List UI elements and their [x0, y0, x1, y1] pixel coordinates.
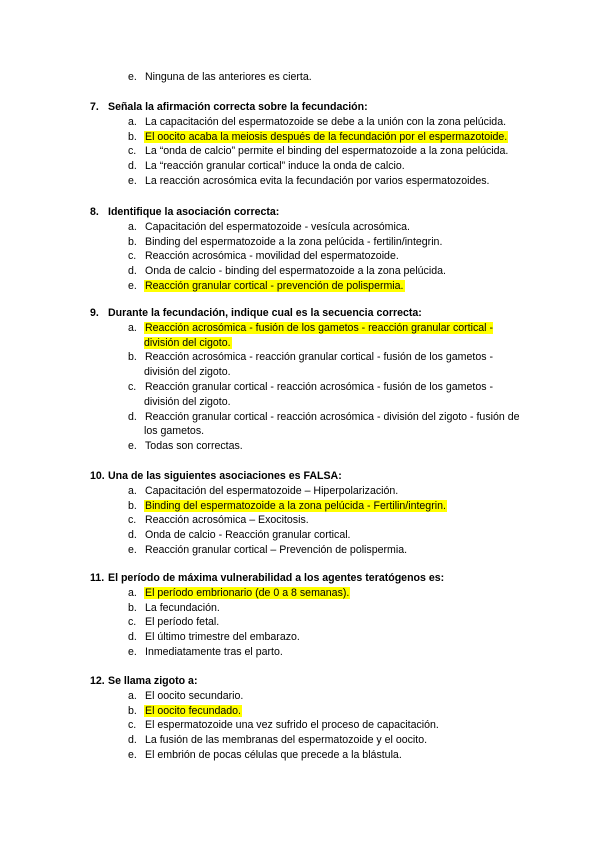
option-letter: d. [128, 160, 137, 173]
option-text: Reacción acrosómica - reacción granular cortical - fusión de los gametos - división del zigoto. [144, 351, 493, 379]
question-text: El período de máxima vulnerabilidad a los agentes teratógenos es: [108, 572, 445, 584]
question-text: Identifique la asociación correcta: [108, 206, 280, 218]
option-letter: e. [128, 645, 137, 658]
answer-option [90, 630, 520, 645]
option-text: Onda de calcio - Reacción granular cortical. [145, 529, 351, 542]
option-letter: e. [128, 543, 137, 556]
answer-option [90, 174, 520, 189]
question-block [90, 306, 520, 454]
question-number: 8. [90, 206, 99, 218]
answer-option [90, 249, 520, 264]
option-letter: b. [128, 235, 137, 248]
option-letter: b. [128, 499, 137, 512]
option-text: El embrión de pocas células que precede a la blástula. [145, 748, 402, 761]
option-text: Reacción acrosómica – Exocitosis. [145, 514, 309, 527]
answer-option-highlighted [90, 499, 520, 514]
question-block [90, 205, 520, 294]
option-letter: b. [128, 704, 137, 717]
option-text: Reacción granular cortical - prevención de polispermia. [145, 279, 404, 292]
option-text: Reacción granular cortical – Prevención de polispermia. [145, 543, 408, 556]
option-letter: d. [128, 265, 137, 278]
answer-option [90, 115, 520, 130]
answer-option [90, 543, 520, 558]
answer-option [90, 264, 520, 279]
question-title [90, 306, 520, 321]
question-block [90, 70, 520, 85]
answer-option [90, 220, 520, 235]
question-text: Una de las siguientes asociaciones es FALSA: [108, 470, 342, 482]
question-number: 10. [90, 470, 105, 482]
answer-option-highlighted [90, 586, 520, 601]
answer-option [90, 513, 520, 528]
option-text: Reacción granular cortical - reacción acrosómica - división del zigoto - fusión de los gametos. [144, 410, 520, 438]
option-letter: a. [128, 115, 137, 128]
option-text: Binding del espermatozoide a la zona pelúcida - Fertilin/integrin. [145, 499, 446, 512]
question-block [90, 571, 520, 660]
answer-option-highlighted [90, 321, 520, 351]
option-letter: a. [128, 689, 137, 702]
option-letter: b. [128, 601, 137, 614]
options-list [90, 321, 520, 454]
question-title [90, 100, 520, 115]
option-text: Todas son correctas. [145, 440, 243, 453]
answer-option [90, 645, 520, 660]
option-letter: d. [128, 631, 137, 644]
option-text: Inmediatamente tras el parto. [145, 645, 283, 658]
question-block [90, 674, 520, 763]
answer-option [90, 70, 520, 85]
option-text: El período fetal. [145, 616, 220, 629]
question-text: Señala la afirmación correcta sobre la fecundación: [108, 101, 368, 113]
option-letter: c. [128, 250, 137, 263]
option-letter: a. [128, 484, 137, 497]
answer-option [90, 528, 520, 543]
option-letter: c. [128, 719, 137, 732]
answer-option [90, 144, 520, 159]
option-text: El último trimestre del embarazo. [145, 631, 300, 644]
option-letter: c. [128, 145, 137, 158]
option-letter: a. [128, 220, 137, 233]
option-text: Binding del espermatozoide a la zona pelúcida - fertilin/integrin. [145, 235, 443, 248]
option-text: La fecundación. [145, 601, 220, 614]
option-letter: e. [128, 440, 137, 453]
question-block [90, 100, 520, 189]
option-text: El oocito secundario. [145, 689, 244, 702]
option-letter: a. [128, 321, 137, 334]
option-letter: a. [128, 586, 137, 599]
answer-option [90, 718, 520, 733]
options-list [90, 115, 520, 189]
options-list [90, 586, 520, 660]
answer-option [90, 484, 520, 499]
option-letter: e. [128, 71, 137, 83]
options-list [90, 220, 520, 294]
answer-option [90, 689, 520, 704]
options-list [90, 689, 520, 763]
answer-option [90, 380, 520, 410]
option-text: El oocito fecundado. [145, 704, 242, 717]
option-text: Ninguna de las anteriores es cierta. [145, 71, 312, 83]
answer-option [90, 615, 520, 630]
question-text: Se llama zigoto a: [108, 675, 198, 687]
answer-option [90, 410, 520, 440]
answer-option [90, 350, 520, 380]
answer-option [90, 733, 520, 748]
option-text: El espermatozoide una vez sufrido el proceso de capacitación. [145, 719, 439, 732]
question-number: 9. [90, 307, 99, 319]
answer-option-highlighted [90, 279, 520, 294]
question-title [90, 571, 520, 586]
option-text: Onda de calcio - binding del espermatozoide a la zona pelúcida. [145, 265, 446, 278]
option-text: El oocito acaba la meiosis después de la fecundación por el espermazotoide. [145, 130, 508, 143]
option-letter: c. [128, 514, 137, 527]
option-text: Reacción acrosómica - movilidad del espermatozoide. [145, 250, 399, 263]
question-title [90, 205, 520, 220]
answer-option [90, 439, 520, 454]
question-block [90, 469, 520, 558]
answer-option [90, 748, 520, 763]
options-list [90, 70, 520, 85]
option-letter: d. [128, 410, 137, 423]
question-text: Durante la fecundación, indique cual es la secuencia correcta: [108, 307, 422, 319]
option-text: La “reacción granular cortical” induce la onda de calcio. [145, 160, 405, 173]
options-list [90, 484, 520, 558]
option-text: La fusión de las membranas del espermatozoide y el oocito. [145, 734, 428, 747]
question-number: 11. [90, 572, 105, 584]
answer-option-highlighted [90, 130, 520, 145]
option-letter: e. [128, 748, 137, 761]
option-text: Reacción acrosómica - fusión de los gametos - reacción granular cortical - división del cigoto. [144, 321, 493, 349]
option-text: El período embrionario (de 0 a 8 semanas). [145, 586, 350, 599]
question-title [90, 469, 520, 484]
question-title [90, 674, 520, 689]
answer-option-highlighted [90, 704, 520, 719]
option-letter: b. [128, 130, 137, 143]
option-text: La reacción acrosómica evita la fecundación por varios espermatozoides. [145, 174, 490, 187]
option-letter: c. [128, 616, 137, 629]
option-text: La capacitación del espermatozoide se debe a la unión con la zona pelúcida. [145, 115, 507, 128]
answer-option [90, 601, 520, 616]
option-text: Reacción granular cortical - reacción acrosómica - fusión de los gametos - división del zigoto. [144, 380, 493, 408]
option-text: Capacitación del espermatozoide – Hiperpolarización. [145, 484, 399, 497]
option-text: La “onda de calcio” permite el binding del espermatozoide a la zona pelúcida. [145, 145, 509, 158]
option-text: Capacitación del espermatozoide - vesícula acrosómica. [145, 220, 410, 233]
question-number: 12. [90, 675, 105, 687]
option-letter: e. [128, 279, 137, 292]
option-letter: c. [128, 380, 137, 393]
option-letter: d. [128, 734, 137, 747]
question-number: 7. [90, 101, 99, 113]
answer-option [90, 159, 520, 174]
option-letter: b. [128, 351, 137, 364]
answer-option [90, 235, 520, 250]
option-letter: d. [128, 529, 137, 542]
option-letter: e. [128, 174, 137, 187]
